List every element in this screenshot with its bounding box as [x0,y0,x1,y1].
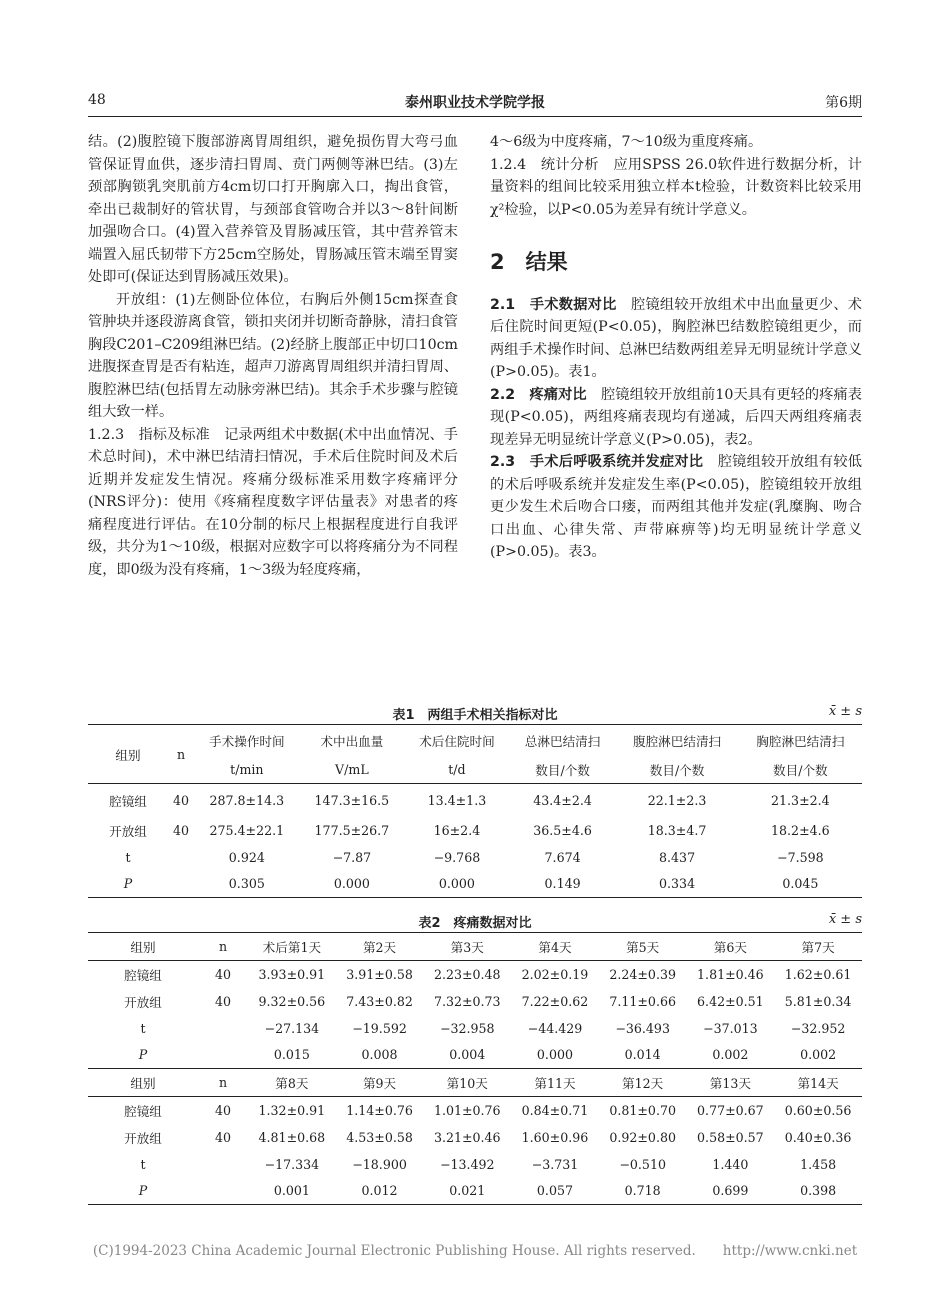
column-header: 胸腔淋巴结清扫 [739,725,862,756]
column-header-group: 组别 [88,1069,198,1097]
table-cell: 43.4±2.4 [533,792,592,808]
table-row [88,1042,862,1069]
row-label: 腔镜组 [124,1103,162,1119]
table-cell: 2.24±0.39 [609,966,676,982]
table-cell: 22.1±2.3 [647,792,707,808]
row-n [198,1151,248,1178]
column-unit: 数目/个数 [615,756,738,784]
header-rule [88,116,862,117]
table1-title: 表1 两组手术相关指标对比 [392,708,558,723]
paragraph [490,384,862,452]
table-cell: 0.334 [615,871,738,898]
table-cell: −0.510 [619,1156,666,1172]
running-header [88,92,862,112]
column-unit: t/d [404,756,510,784]
table-cell: 1.14±0.76 [346,1102,413,1118]
table-cell: 0.149 [510,871,616,898]
paragraph-text: 腔镜组较开放组有较低的术后呼吸系统并发症发生率(P<0.05)，腔镜组较开放组更少发生术后吻合口瘘，而两组其他并发症(乳糜胸、吻合口出血、心律失常、声带麻痹等)均无明显统计学意义(P>0.05)。表3。 [490,454,862,560]
paragraph: 结。(2)腹腔镜下腹部游离胃周组织，避免损伤胃大弯弓血管保证胃血供，逐步清扫胃周、贲门两侧等淋巴结。(3)左颈部胸锁乳突肌前方4cm切口打开胸廓入口，掏出食管，牵出已裁制好的管状胃，与颈部食管吻合并以3～8针间断加强吻合口。(4)置入营养管及胃肠减压管，其中营养管末端置入屈氏韧带下方25cm空肠处，胃肠减压管末端至胃窦处即可(保证达到胃肠减压效果)。 [88,134,458,285]
table2 [88,932,862,1205]
row-label: 开放组 [124,994,162,1010]
table-cell: 0.015 [248,1042,336,1069]
table-cell: 3.21±0.46 [433,1129,501,1145]
row-n: 40 [172,822,190,838]
table-cell: 0.014 [599,1042,687,1069]
table-cell: 6.42±0.51 [697,993,764,1009]
row-label: P [88,1178,198,1205]
column-unit: 数目/个数 [510,756,616,784]
row-label: t [125,849,131,865]
column-unit: 数目/个数 [739,756,862,784]
table-cell: 0.000 [404,871,510,898]
row-n [198,1042,248,1069]
table-cell: 275.4±22.1 [209,822,285,838]
right-column [490,131,862,564]
table-cell: −13.492 [439,1156,495,1172]
column-header: 第6天 [687,933,775,961]
column-header: 总淋巴结清扫 [510,725,616,756]
table-cell: 0.398 [774,1178,862,1205]
row-label: t [140,1156,146,1172]
table-cell: 0.305 [194,871,300,898]
journal-title: 泰州职业技术学院学报 [405,95,545,111]
table-row [88,1097,862,1124]
paragraph [88,424,458,582]
table-row [88,1069,862,1097]
table-row [88,988,862,1015]
table-cell: 1.440 [712,1156,749,1172]
column-header: 术后住院时间 [404,725,510,756]
table-cell: 2.02±0.19 [521,966,589,982]
row-n: 40 [214,1129,232,1145]
table-cell: −44.429 [527,1020,583,1036]
row-label: 开放组 [124,1130,162,1146]
table-cell: 1.458 [800,1156,837,1172]
table2-note: x̄ ± s [828,912,862,927]
table-cell: 0.000 [511,1042,599,1069]
table-cell: 177.5±26.7 [314,822,390,838]
table-cell: 7.32±0.73 [433,993,501,1009]
table-cell: −19.592 [352,1020,407,1036]
table-cell: 0.699 [687,1178,775,1205]
column-header: 第2天 [336,933,424,961]
subsection-heading: 2.1 手术数据对比 [490,296,617,313]
column-header-group: 组别 [88,725,168,784]
table-cell: −36.493 [615,1020,670,1036]
row-n [198,1015,248,1042]
column-unit: V/mL [300,756,404,784]
subsection-heading: 1.2.3 指标及标准 [88,426,210,443]
column-header-group: 组别 [88,933,198,961]
column-header: 第5天 [599,933,687,961]
column-header-n: n [168,725,194,784]
column-header: 术后第1天 [248,933,336,961]
table-cell: 3.91±0.58 [346,966,413,982]
table2-title: 表2 疼痛数据对比 [418,916,532,931]
table-cell: 0.002 [687,1042,775,1069]
table-cell: 1.32±0.91 [258,1102,326,1118]
table-row [88,784,862,817]
table-row [88,871,862,898]
column-header-n: n [198,1069,248,1097]
column-header: 第4天 [511,933,599,961]
row-n: 40 [172,792,190,808]
table-cell: 0.012 [336,1178,424,1205]
paragraph [490,154,862,222]
row-label: P [88,871,168,898]
table-cell: 0.77±0.67 [697,1102,764,1118]
table-cell: 0.58±0.57 [697,1129,764,1145]
table-cell: 0.021 [423,1178,511,1205]
paragraph: 开放组：(1)左侧卧位体位，右胸后外侧15cm探查食管肿块并逐段游离食管，锁扣夹闭并切断奇静脉，清扫食管胸段C201–C209组淋巴结。(2)经脐上腹部正中切口10cm进腹探查胃是否有粘连，超声刀游离胃周组织并清扫胃周、腹腔淋巴结(包括胃左动脉旁淋巴结)。其余手术步骤与腔镜组大致一样。 [88,291,458,420]
table-cell: 1.60±0.96 [521,1129,589,1145]
table-cell: −32.952 [790,1020,846,1036]
row-label: 腔镜组 [109,793,147,809]
table-cell: 0.004 [423,1042,511,1069]
table-row [88,1015,862,1042]
row-n: 40 [214,1102,232,1118]
column-header: 第10天 [423,1069,511,1097]
table-cell: 8.437 [659,849,696,865]
left-column [88,131,458,581]
column-header: 第11天 [511,1069,599,1097]
column-header-n: n [198,933,248,961]
row-n: 40 [214,966,232,982]
table-cell: −9.768 [433,849,481,865]
paragraph-text: 腔镜组较开放组前10天具有更轻的疼痛表现(P<0.05)，两组疼痛表现均有递减，后四天两组疼痛表现差异无明显统计学意义(P>0.05)，表2。 [490,386,862,448]
table-row [88,756,862,784]
column-header: 腹腔淋巴结清扫 [615,725,738,756]
copyright-footer: (C)1994-2023 China Academic Journal Electronic Publishing House. All rights reserved. http://www.cnki.net [92,1243,858,1259]
table-row [88,844,862,871]
table1-caption [88,704,862,723]
column-header: 第14天 [774,1069,862,1097]
table-cell: 21.3±2.4 [771,792,830,808]
table-cell: −3.731 [531,1156,579,1172]
paragraph: 4～6级为中度疼痛，7～10级为重度疼痛。 [490,134,763,150]
table-cell: 5.81±0.34 [784,993,852,1009]
column-header: 手术操作时间 [194,725,300,756]
table-cell: 1.81±0.46 [697,966,764,982]
table-cell: 16±2.4 [433,822,481,838]
table-cell: 7.43±0.82 [346,993,413,1009]
paragraph-text: 应用SPSS 26.0软件进行数据分析，计量资料的组间比较采用独立样本t检验，计数资料比较采用χ²检验，以P<0.05为差异有统计学意义。 [490,156,862,218]
table-cell: 0.000 [300,871,404,898]
row-n: 40 [214,993,232,1009]
column-header: 术中出血量 [300,725,404,756]
table-cell: −17.334 [264,1156,320,1172]
table-cell: 18.3±4.7 [647,822,707,838]
table-cell: 287.8±14.3 [209,792,285,808]
table-cell: 0.001 [248,1178,336,1205]
table-cell: 13.4±1.3 [427,792,487,808]
table-row [88,1124,862,1151]
table-row [88,725,862,756]
table-cell: 3.93±0.91 [258,966,326,982]
table-cell: 0.924 [228,849,265,865]
table-cell: 0.045 [739,871,862,898]
table-row [88,933,862,961]
table-cell: 0.057 [511,1178,599,1205]
table-row [88,961,862,988]
page-number: 48 [88,92,106,108]
table-row [88,1178,862,1205]
table-cell: 36.5±4.6 [533,822,592,838]
paragraph [490,294,862,384]
row-label: t [140,1020,146,1036]
row-n [198,1178,248,1205]
column-unit: t/min [194,756,300,784]
table-cell: 7.674 [544,849,581,865]
subsection-heading: 2.2 疼痛对比 [490,386,587,403]
table-cell: 1.01±0.76 [433,1102,501,1118]
table-cell: 147.3±16.5 [314,792,390,808]
paragraph-text: 腔镜组较开放组术中出血量更少、术后住院时间更短(P<0.05)，胸腔淋巴结数腔镜组更少，而两组手术操作时间、总淋巴结数两组差异无明显统计学意义(P>0.05)。表1。 [490,296,862,380]
column-header: 第12天 [599,1069,687,1097]
subsection-heading: 1.2.4 统计分析 [490,156,599,173]
table-cell: 1.62±0.61 [784,966,852,982]
paragraph-text: 记录两组术中数据(术中出血情况、手术总时间)，术中淋巴结清扫情况，手术后住院时间及术后近期并发症发生情况。疼痛分级标准采用数字疼痛评分(NRS评分)：使用《疼痛程度数字评估量表》对患者的疼痛程度进行评估。在10分制的标尺上根据程度进行自我评级，共分为1～10级，根据对应数字可以将疼痛分为不同程度，即0级为没有疼痛，1～3级为轻度疼痛， [88,426,458,578]
table-cell: 0.002 [774,1042,862,1069]
table-cell: 0.718 [599,1178,687,1205]
table-cell: −18.900 [352,1156,407,1172]
row-label: 开放组 [109,823,147,839]
table-cell: 18.2±4.6 [771,822,830,838]
table-cell: 4.53±0.58 [346,1129,413,1145]
table2-caption [88,912,862,931]
issue-number: 第6期 [825,95,862,111]
table1 [88,724,862,898]
table-row [88,1151,862,1178]
table-cell: 0.008 [336,1042,424,1069]
table-cell: 7.22±0.62 [521,993,589,1009]
table-row [88,817,862,844]
row-label: 腔镜组 [124,967,162,983]
row-n [168,871,194,898]
table-cell: −32.958 [439,1020,495,1036]
table1-note: x̄ ± s [828,704,862,719]
subsection-heading: 2.3 手术后呼吸系统并发症对比 [490,454,704,470]
section-heading: 2 结果 [490,250,568,274]
table-cell: 7.11±0.66 [609,993,676,1009]
table-cell: 2.23±0.48 [433,966,501,982]
table-cell: 0.81±0.70 [609,1102,676,1118]
table-cell: 0.60±0.56 [784,1102,852,1118]
table-cell: 0.84±0.71 [521,1102,589,1118]
column-header: 第7天 [774,933,862,961]
paragraph [490,451,862,564]
table-cell: 0.40±0.36 [784,1129,852,1145]
table-cell: −37.013 [703,1020,758,1036]
table-cell: 0.92±0.80 [609,1129,676,1145]
column-header: 第9天 [336,1069,424,1097]
column-header: 第13天 [687,1069,775,1097]
column-header: 第8天 [248,1069,336,1097]
table-cell: 4.81±0.68 [258,1129,326,1145]
row-label: P [88,1042,198,1069]
table-cell: −27.134 [264,1020,320,1036]
table-cell: −7.598 [777,849,824,865]
table-cell: 9.32±0.56 [258,993,326,1009]
table-cell: −7.87 [332,849,372,865]
row-n [168,844,194,871]
column-header: 第3天 [423,933,511,961]
